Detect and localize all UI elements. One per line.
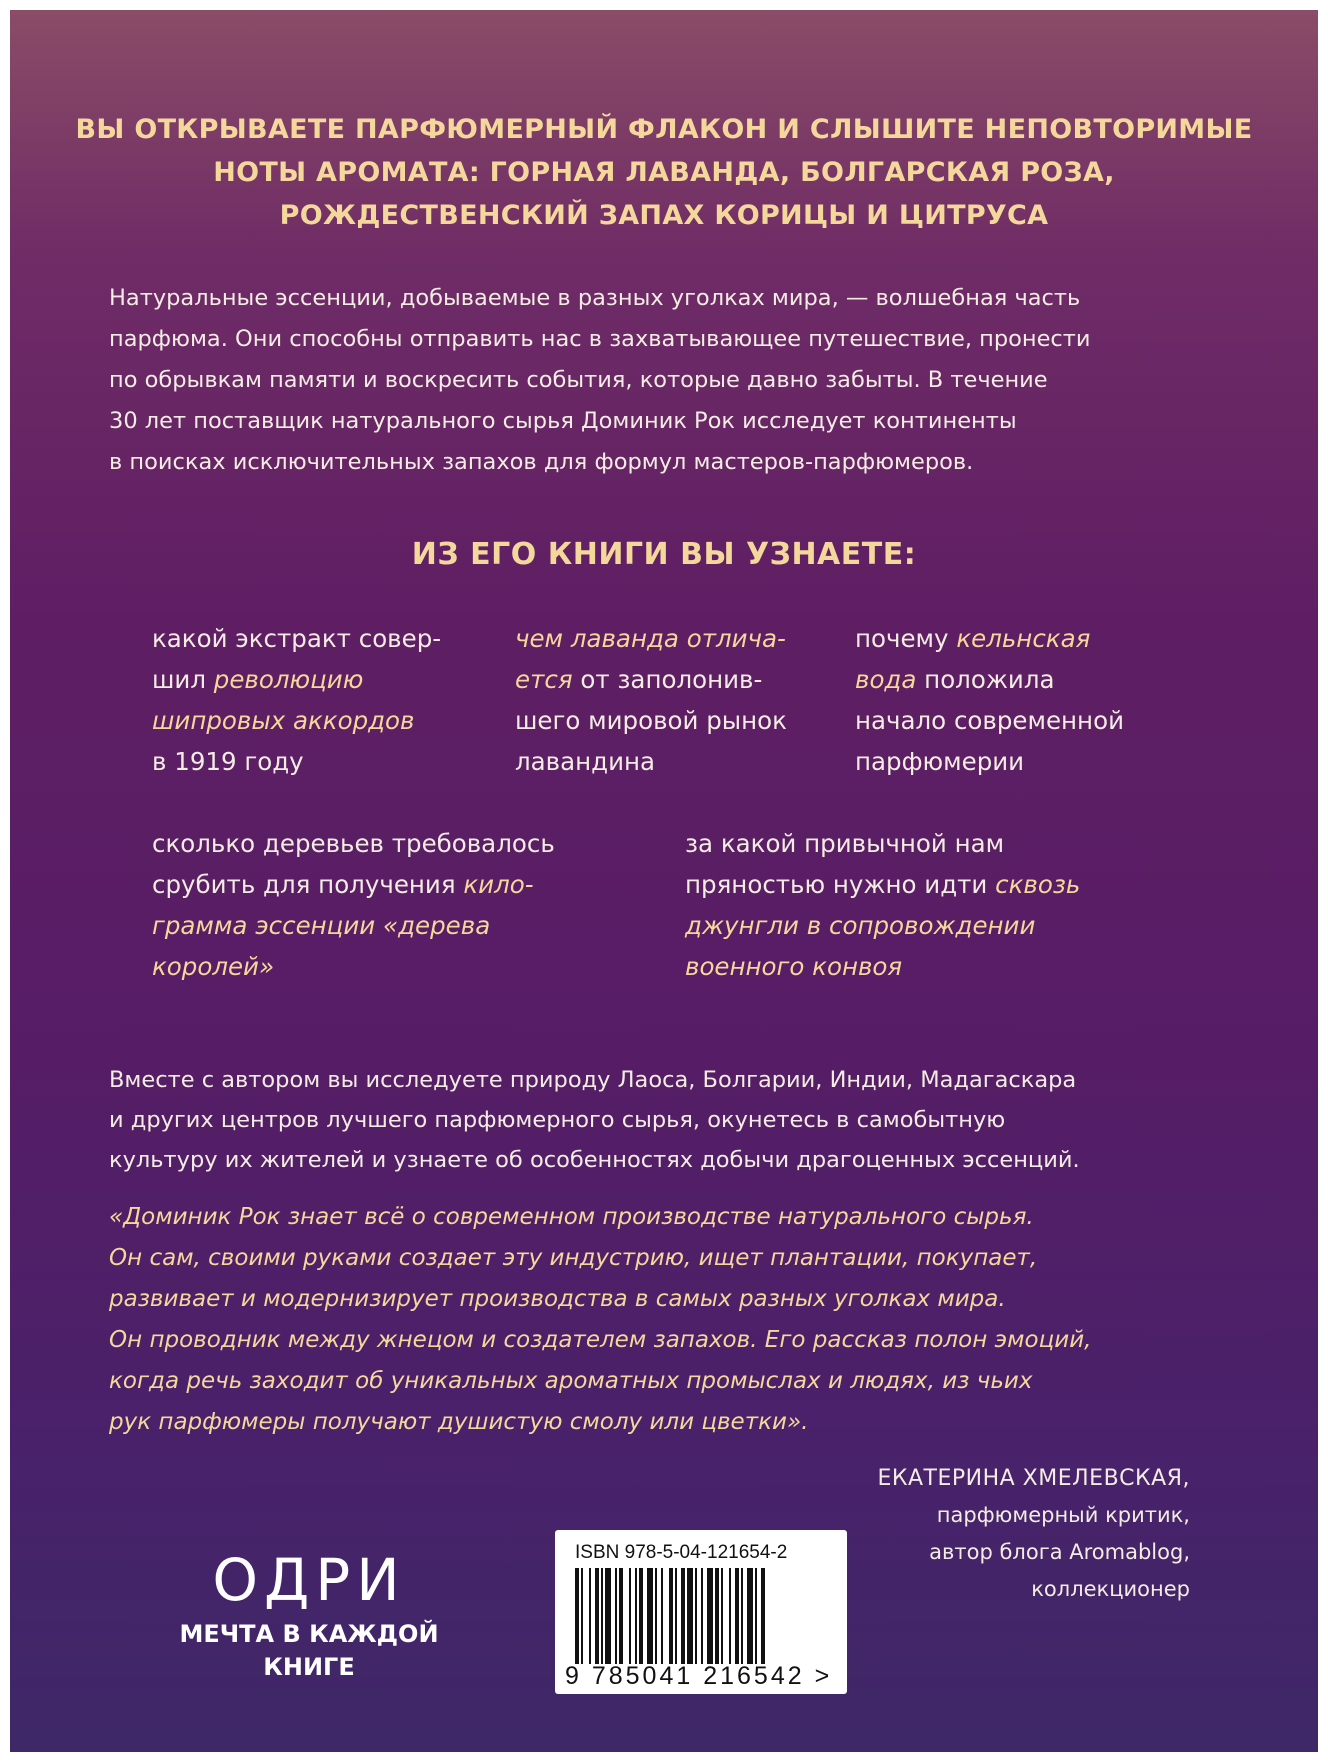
fact-highlight: революцию xyxy=(213,665,364,694)
fact-line: какой экстракт совер- xyxy=(152,624,442,653)
publisher-slogan: МЕЧТА В КАЖДОЙ xyxy=(179,1620,439,1648)
fact-highlight: военного конвоя xyxy=(685,952,903,981)
intro-line: в поисках исключительных запахов для формул мастеров-парфюмеров. xyxy=(109,449,974,475)
fact-highlight: чем лаванда отлича- xyxy=(515,624,786,653)
publisher-logo xyxy=(174,1548,444,1684)
fact-text: от заполонив- xyxy=(572,665,763,694)
closing-paragraph xyxy=(109,1060,1259,1180)
fact-line: лавандина xyxy=(515,747,656,776)
fact-line: начало современной xyxy=(855,706,1124,735)
critic-role: коллекционер xyxy=(1031,1577,1190,1601)
fact-line: парфюмерии xyxy=(855,747,1025,776)
quote-line: развивает и модернизирует производства в самых разных уголках мира. xyxy=(109,1286,1006,1312)
fact-highlight: кило- xyxy=(463,870,534,899)
fact-line: сколько деревьев требовалось xyxy=(152,829,555,858)
isbn-label: ISBN 978-5-04-121654-2 xyxy=(575,1542,788,1563)
closing-line: и других центров лучшего парфюмерного сырья, окунетесь в самобытную xyxy=(109,1107,1006,1133)
publisher-slogan: КНИГЕ xyxy=(263,1653,355,1681)
fact-text: срубить для получения xyxy=(152,870,464,899)
quote-line: «Доминик Рок знает всё о современном производстве натурального сырья. xyxy=(109,1204,1034,1230)
fact-highlight: шипровых аккордов xyxy=(152,706,415,735)
quote-line: когда речь заходит об уникальных ароматных промыслах и людях, из чьих xyxy=(109,1368,1033,1394)
closing-line: культуру их жителей и узнаете об особенностях добычи драгоценных эссенций. xyxy=(109,1147,1080,1173)
intro-paragraph xyxy=(109,278,1229,483)
critic-role: автор блога Aromablog, xyxy=(929,1540,1190,1564)
publisher-name: ОДРИ xyxy=(212,1546,406,1614)
fact-item xyxy=(515,618,787,782)
fact-item xyxy=(685,823,1080,987)
fact-highlight: сквозь xyxy=(995,870,1081,899)
section-title: ИЗ ЕГО КНИГИ ВЫ УЗНАЕТЕ: xyxy=(411,537,917,572)
fact-item xyxy=(855,618,1124,782)
review-quote xyxy=(109,1197,1259,1443)
intro-line: 30 лет поставщик натурального сырья Доминик Рок исследует континенты xyxy=(109,408,1017,434)
fact-highlight: королей» xyxy=(152,952,275,981)
fact-line: шего мировой рынок xyxy=(515,706,787,735)
quote-line: Он проводник между жнецом и создателем запахов. Его рассказ полон эмоций, xyxy=(109,1327,1092,1353)
intro-line: парфюма. Они способны отправить нас в захватывающее путешествие, пронести xyxy=(109,326,1091,352)
intro-line: Натуральные эссенции, добываемые в разных уголках мира, — волшебная часть xyxy=(109,285,1081,311)
headline-line: НОТЫ АРОМАТА: ГОРНАЯ ЛАВАНДА, БОЛГАРСКАЯ РОЗА, xyxy=(213,157,1115,188)
barcode-number: 9 785041 216542 > xyxy=(565,1662,833,1690)
fact-line: в 1919 году xyxy=(152,747,304,776)
fact-text: положила xyxy=(916,665,1055,694)
fact-text: шил xyxy=(152,665,214,694)
fact-text: почему xyxy=(855,624,957,653)
closing-line: Вместе с автором вы исследуете природу Лаоса, Болгарии, Индии, Мадагаскара xyxy=(109,1067,1077,1093)
headline-line: РОЖДЕСТВЕНСКИЙ ЗАПАХ КОРИЦЫ И ЦИТРУСА xyxy=(279,200,1049,231)
quote-line: Он сам, своими руками создает эту индустрию, ищет плантации, покупает, xyxy=(109,1245,1038,1271)
book-back-cover xyxy=(10,10,1318,1752)
critic-role: парфюмерный критик, xyxy=(936,1503,1190,1527)
fact-item xyxy=(152,823,555,987)
isbn-barcode xyxy=(555,1530,847,1694)
fact-line: за какой привычной нам xyxy=(685,829,1005,858)
barcode-bars-icon xyxy=(575,1568,815,1664)
fact-text: пряностью нужно идти xyxy=(685,870,996,899)
fact-highlight: джунгли в сопровождении xyxy=(685,911,1036,940)
critic-name: ЕКАТЕРИНА ХМЕЛЕВСКАЯ, xyxy=(877,1466,1190,1491)
quote-line: рук парфюмеры получают душистую смолу или цветки». xyxy=(109,1409,809,1435)
fact-highlight: ется xyxy=(515,665,573,694)
headline-line: ВЫ ОТКРЫВАЕТЕ ПАРФЮМЕРНЫЙ ФЛАКОН И СЛЫШИТЕ НЕПОВТОРИМЫЕ xyxy=(75,114,1253,145)
intro-line: по обрывкам памяти и воскресить события, которые давно забыты. В течение xyxy=(109,367,1048,393)
fact-item xyxy=(152,618,441,782)
fact-highlight: кельнская xyxy=(956,624,1091,653)
headline xyxy=(10,108,1318,237)
fact-highlight: грамма эссенции «дерева xyxy=(152,911,491,940)
fact-highlight: вода xyxy=(855,665,917,694)
